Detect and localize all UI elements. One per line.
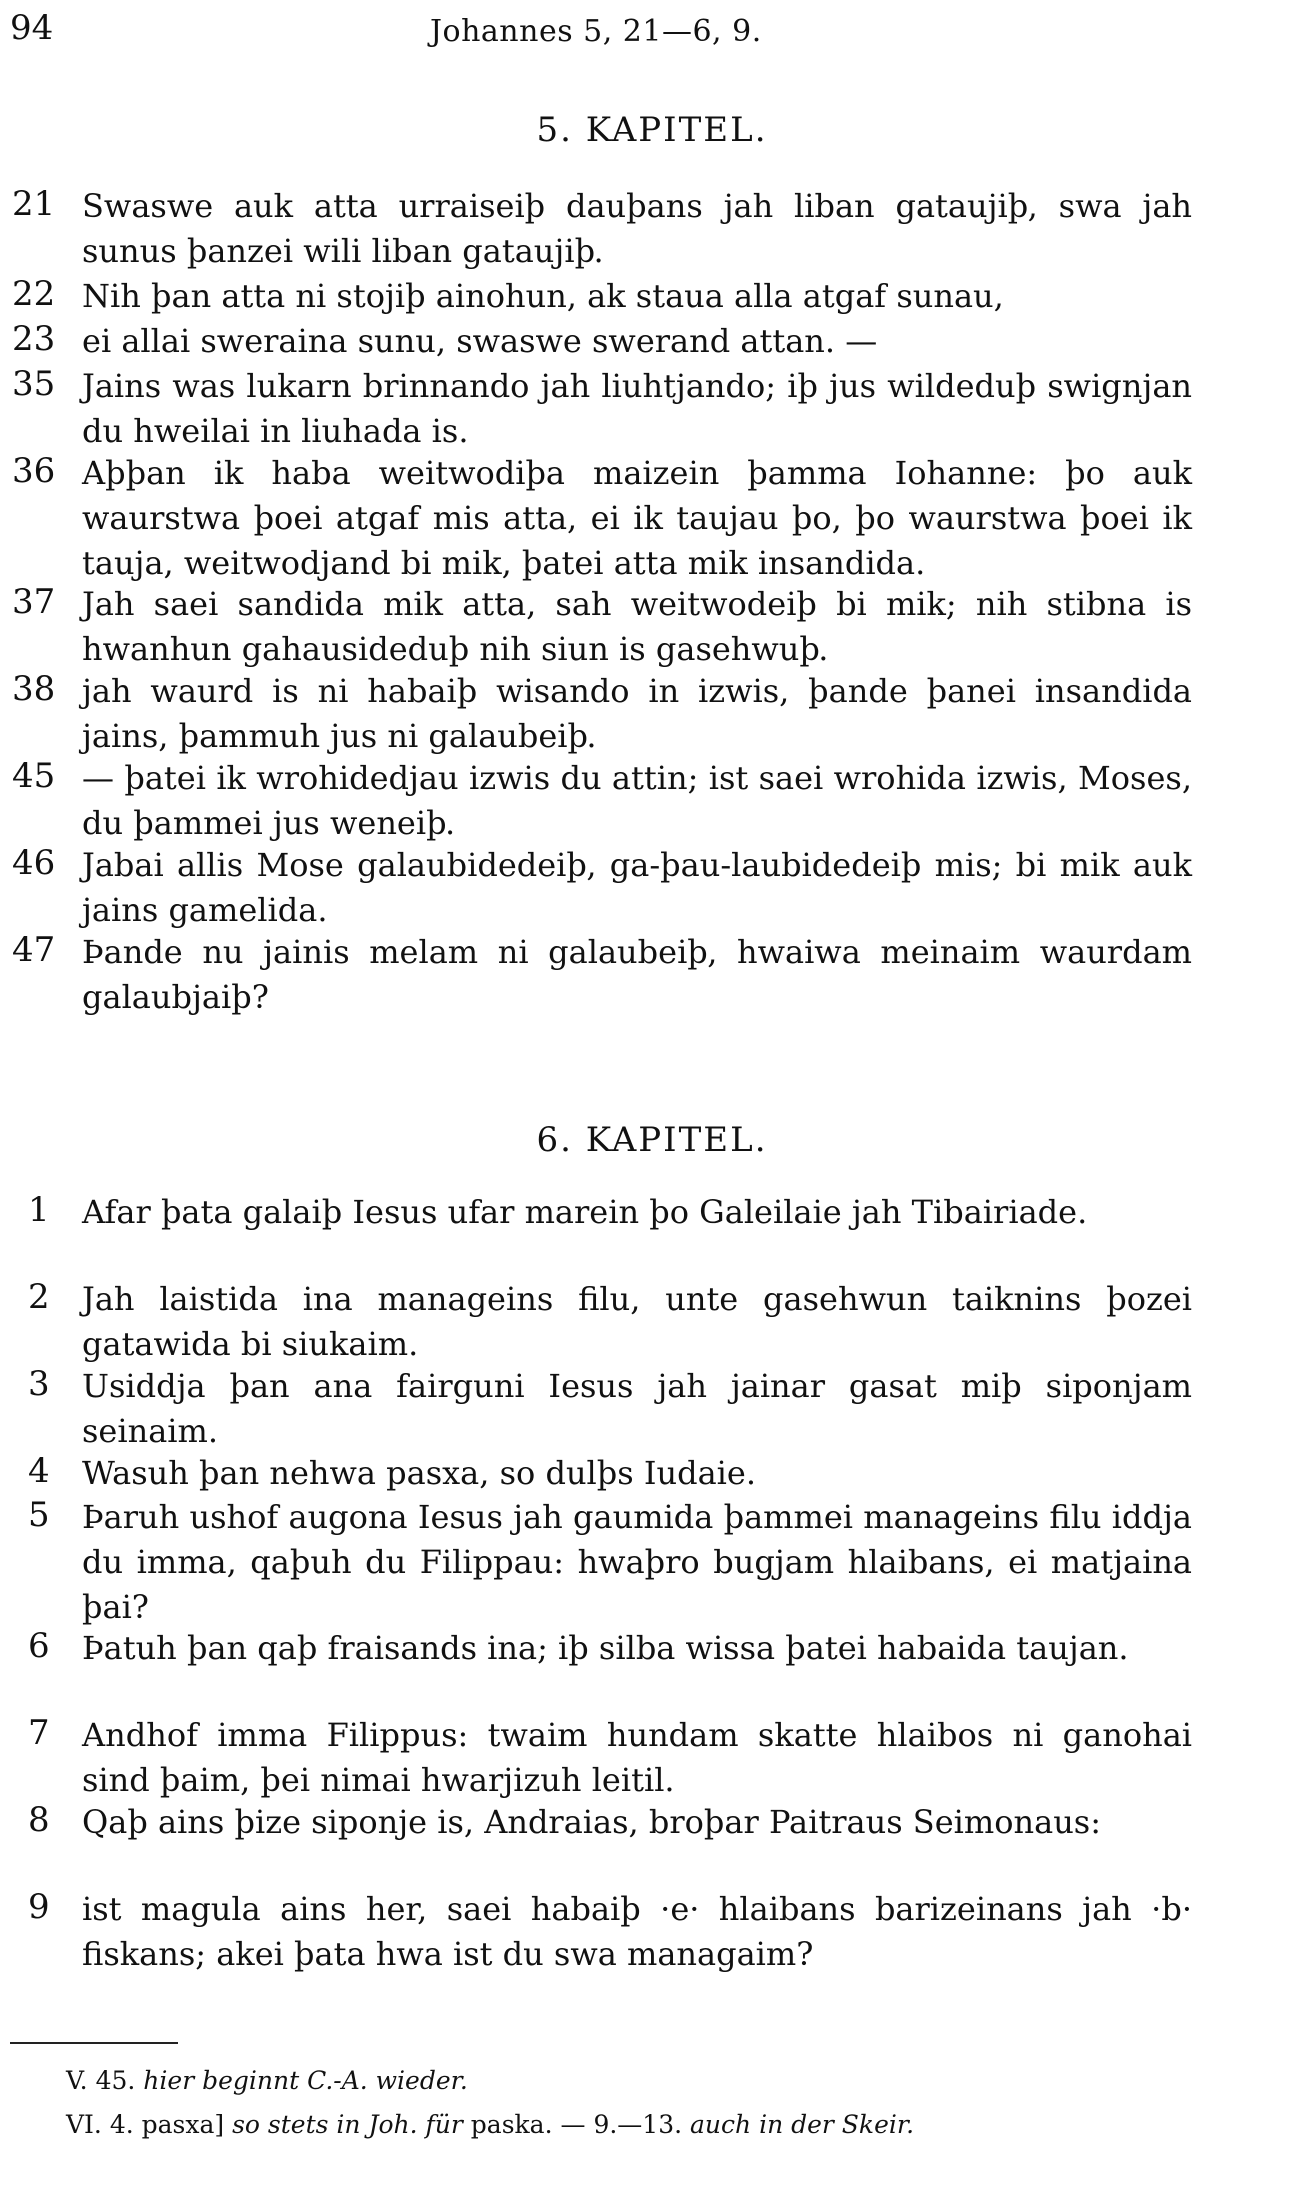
page-header: [10, 8, 1290, 58]
verse-text: Qaþ ains þize siponje is, Andraias, broþar Paitraus Seimonaus:: [82, 1803, 1101, 1841]
verse-text: Jabai allis Mose galaubidedeiþ, ga-þau-laubidedeiþ mis; bi mik auk jains gamelida.: [82, 846, 1192, 929]
footnote-ref: V. 45.: [66, 2066, 136, 2095]
verse-text: Jains was lukarn brinnando jah liuhtjando; iþ jus wildeduþ swignjan du hweilai in liuhada is.: [82, 367, 1192, 450]
chapter-6-title: 6. KAPITEL.: [536, 1120, 768, 1160]
footnote-rule: [10, 2042, 178, 2044]
footnote-text-2: auch in der Skeir.: [690, 2110, 915, 2139]
verse-text: Þaruh ushof augona Iesus jah gaumida þammei manageins filu iddja du imma, qaþuh du Filippau: hwaþro bugjam hlaibans, ei matjaina þai?: [82, 1498, 1192, 1626]
verse-number: 46: [12, 843, 56, 883]
verse-text: Þande nu jainis melam ni galaubeiþ, hwaiwa meinaim waurdam galaubjaiþ?: [82, 933, 1192, 1016]
footnote-1: [66, 2066, 468, 2095]
verse-number: 1: [28, 1190, 50, 1230]
verse-text: Andhof imma Filippus: twaim hundam skatte hlaibos ni ganohai sind þaim, þei nimai hwarjizuh leitil.: [82, 1716, 1192, 1799]
verse-text: — þatei ik wrohidedjau izwis du attin; ist saei wrohida izwis, Moses, du þammei jus weneiþ.: [82, 759, 1192, 842]
verse-number: 4: [28, 1451, 50, 1491]
verse-text: Swaswe auk atta urraiseiþ dauþans jah liban gataujiþ, swa jah sunus þanzei wili liban gataujiþ.: [82, 187, 1192, 270]
footnote-lemma: pasxa]: [141, 2110, 225, 2139]
chapter-5-title: 5. KAPITEL.: [536, 110, 768, 150]
footnote-word: paska.: [470, 2110, 553, 2139]
verse-number: 21: [12, 184, 56, 224]
verse-text: jah waurd is ni habaiþ wisando in izwis, þande þanei insandida jains, þammuh jus ni galaubeiþ.: [82, 672, 1192, 755]
verse-number: 35: [12, 364, 56, 404]
verse-number: 38: [12, 669, 56, 709]
verse-text: Nih þan atta ni stojiþ ainohun, ak staua alla atgaf sunau,: [82, 277, 1004, 315]
footnote-text: hier beginnt C.-A. wieder.: [143, 2066, 468, 2095]
verse-number: 9: [28, 1887, 50, 1927]
running-head: Johannes 5, 21—6, 9.: [430, 14, 762, 49]
verse-number: 3: [28, 1364, 50, 1404]
verse-number: 5: [28, 1495, 50, 1535]
footnote-ref: VI. 4.: [66, 2110, 134, 2139]
verse-text: ei allai sweraina sunu, swaswe swerand attan. —: [82, 322, 878, 360]
verse-number: 23: [12, 319, 56, 359]
verse-number: 7: [28, 1713, 50, 1753]
page-number: 94: [10, 8, 54, 48]
footnote-range: — 9.—13.: [560, 2110, 683, 2139]
verse-number: 47: [12, 930, 56, 970]
verse-text: Jah saei sandida mik atta, sah weitwodeiþ bi mik; nih stibna is hwanhun gahausideduþ nih siun is gasehwuþ.: [82, 585, 1192, 668]
verse-text: Þatuh þan qaþ fraisands ina; iþ silba wissa þatei habaida taujan.: [82, 1629, 1129, 1667]
verse-text: Wasuh þan nehwa pasxa, so dulþs Iudaie.: [82, 1454, 757, 1492]
verse-text: Jah laistida ina manageins filu, unte gasehwun taiknins þozei gatawida bi siukaim.: [82, 1280, 1192, 1363]
verse-text: Afar þata galaiþ Iesus ufar marein þo Galeilaie jah Tibairiade.: [82, 1193, 1088, 1231]
footnote-text: so stets in Joh. für: [232, 2110, 463, 2139]
verse-text: Usiddja þan ana fairguni Iesus jah jainar gasat miþ siponjam seinaim.: [82, 1367, 1192, 1450]
verse-number: 2: [28, 1277, 50, 1317]
verse-text: ist magula ains her, saei habaiþ ·e· hlaibans barizeinans jah ·b· fiskans; akei þata hwa ist du swa managaim?: [82, 1890, 1192, 1973]
verse-number: 37: [12, 582, 56, 622]
verse-number: 45: [12, 756, 56, 796]
verse-text: Aþþan ik haba weitwodiþa maizein þamma Iohanne: þo auk waurstwa þoei atgaf mis atta, ei ik taujau þo, þo waurstwa þoei ik tauja, weitwodjand bi mik, þatei atta mik insandida.: [82, 454, 1192, 582]
verse-number: 36: [12, 451, 56, 491]
verse-number: 6: [28, 1626, 50, 1666]
verse-number: 22: [12, 274, 56, 314]
verse-number: 8: [28, 1800, 50, 1840]
footnote-2: [66, 2110, 914, 2139]
